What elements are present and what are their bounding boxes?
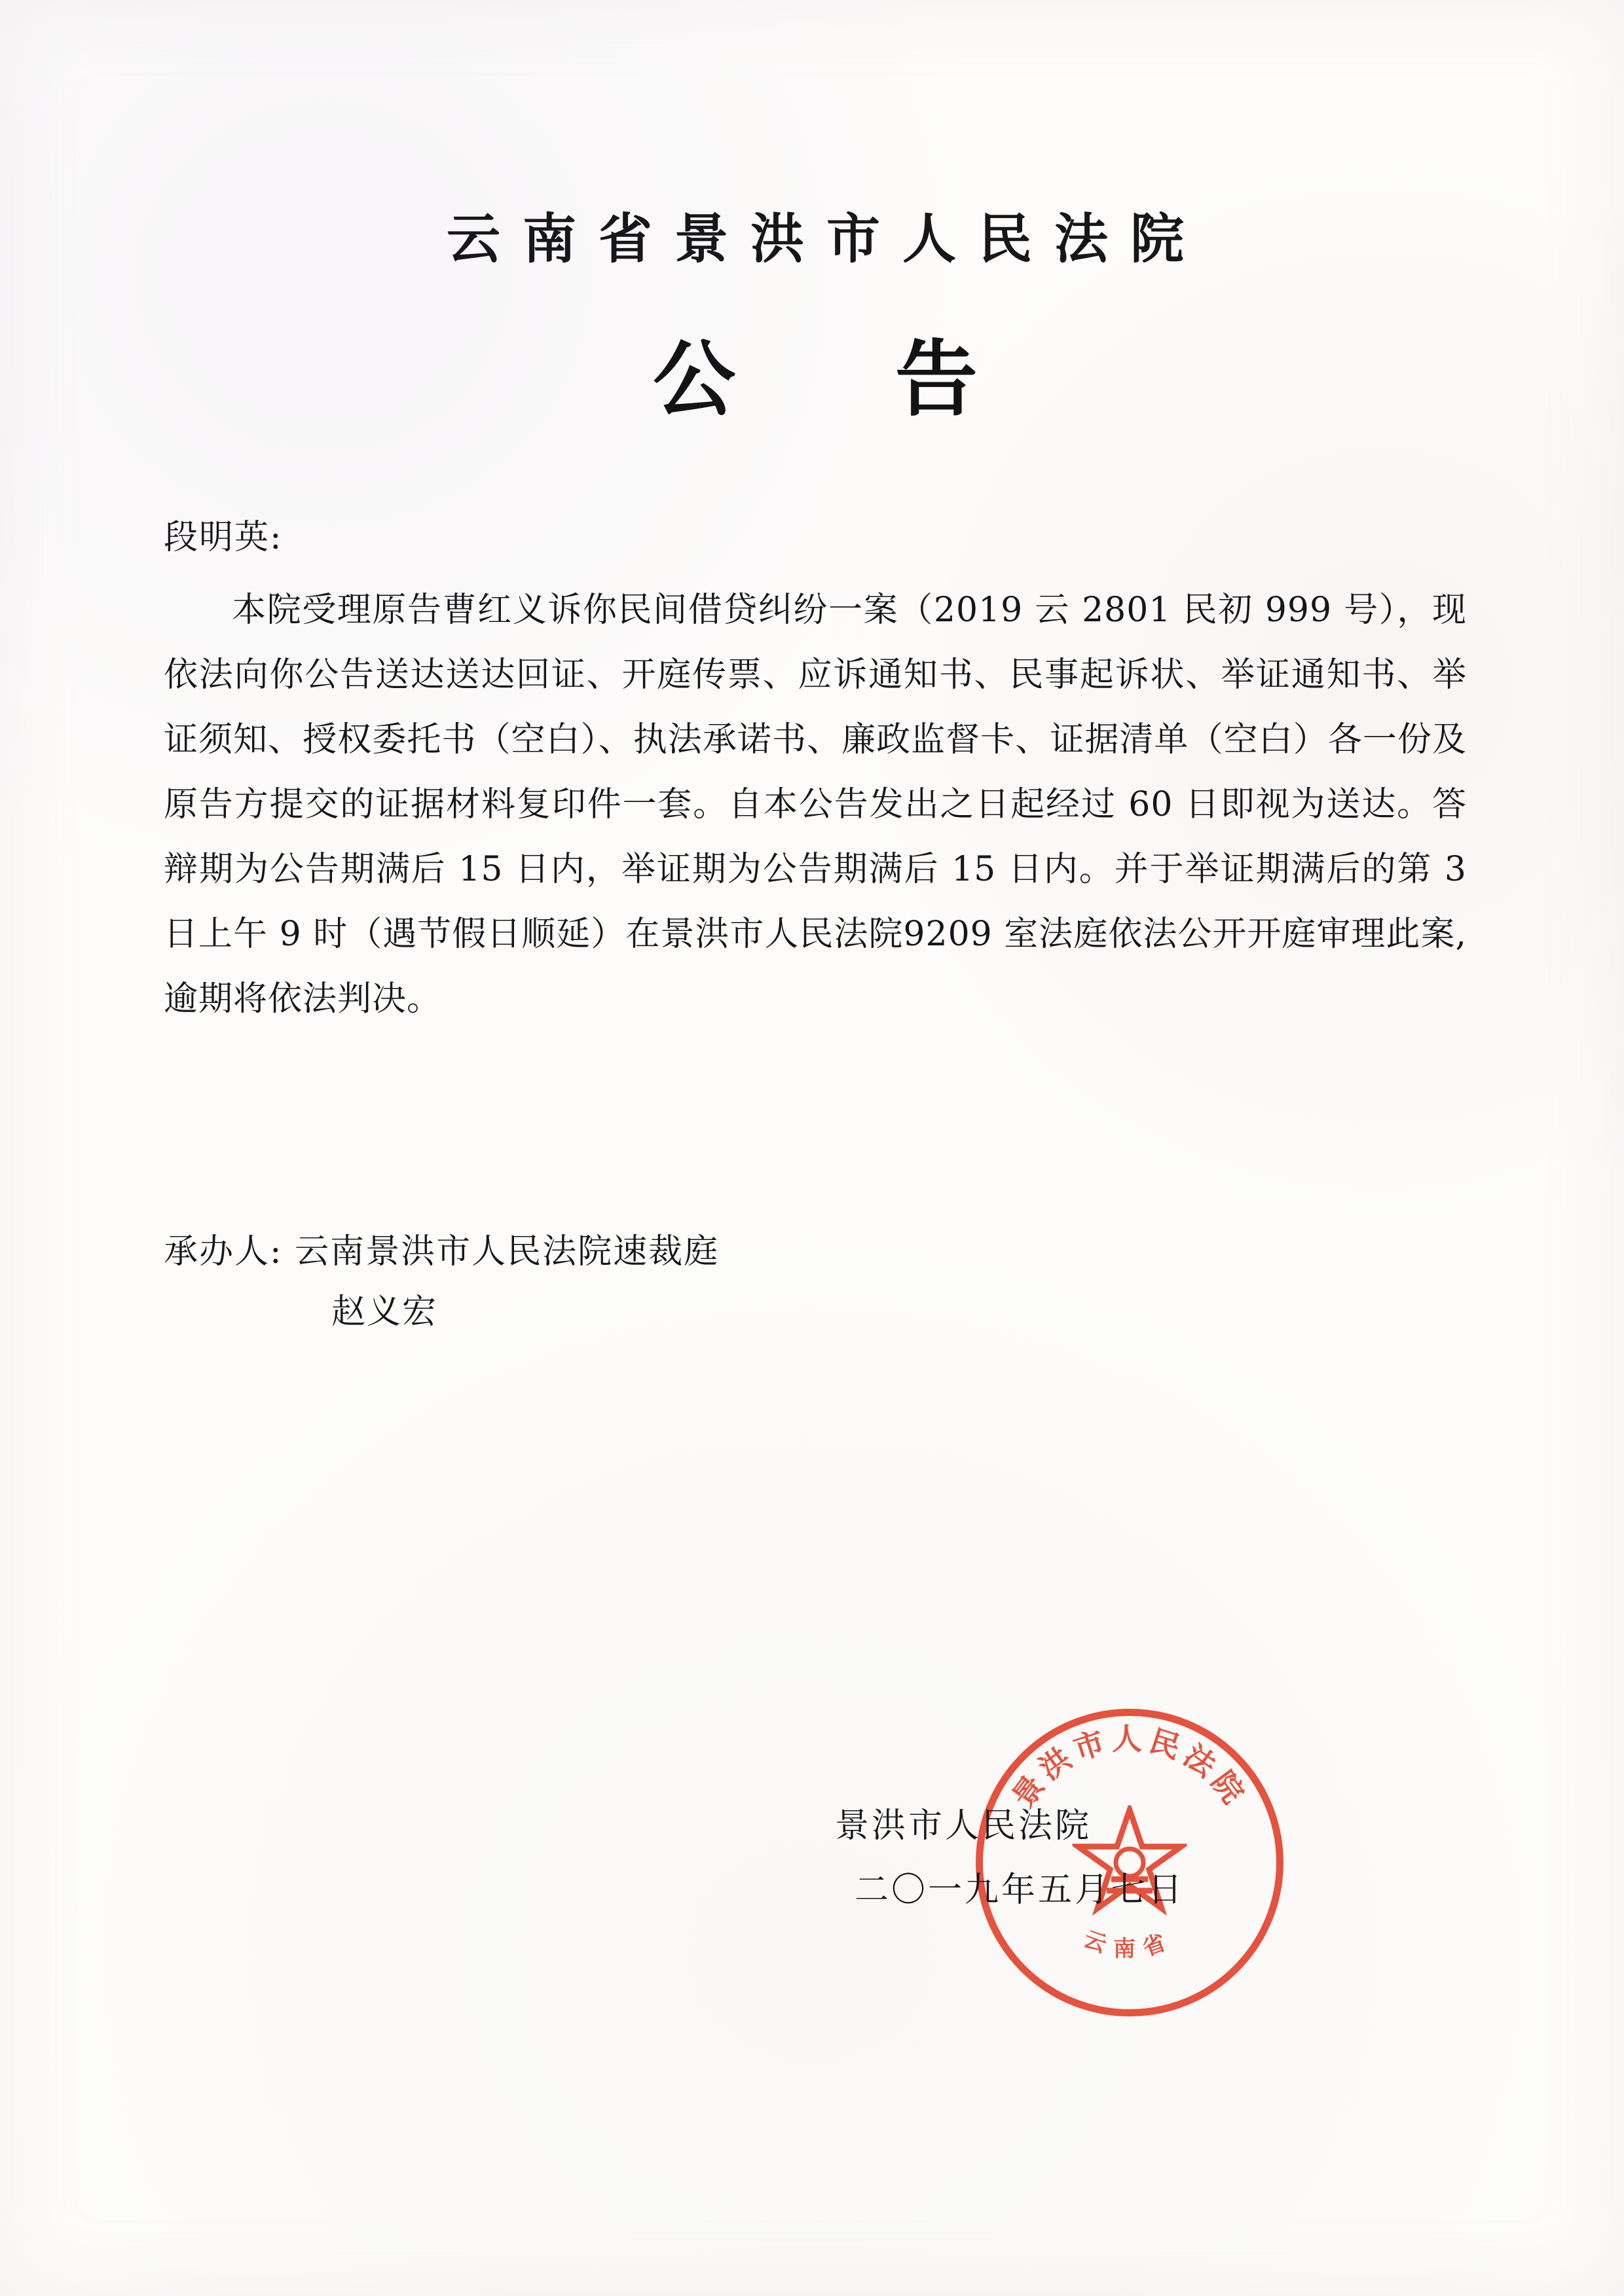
document-sheet (164, 196, 1467, 1342)
court-title: 云南省景洪市人民法院 (446, 208, 1206, 270)
document-type-heading: 公 告 (653, 331, 1043, 428)
signature-label: 承办人: (164, 1232, 283, 1271)
issue-date: 二〇一九年五月七日 (855, 1870, 1185, 1910)
issuer-block (835, 1794, 1333, 1922)
issuer-name: 景洪市人民法院 (835, 1806, 1092, 1846)
seal-top-text: 景洪市人民法院 (1005, 1721, 1255, 1814)
seal-bottom-text: 云南省 (1080, 1925, 1179, 1962)
signature-person: 赵义宏 (331, 1292, 438, 1332)
signature-org: 云南景洪市人民法院速裁庭 (295, 1232, 720, 1271)
signature-block (164, 1222, 1467, 1342)
recipient-name: 段明英: (164, 518, 283, 557)
signature-org-line (164, 1222, 1467, 1282)
announcement-body: 本院受理原告曹红义诉你民间借贷纠纷一案（2019 云 2801 民初 999 号），现依法向你公告送达送达回证、开庭传票、应诉通知书、民事起诉状、举证通知书、举证须知、授权委托书（空白）、执法承诺书、廉政监督卡、证据清单（空白）各一份及原告方提交的证据材料复印件一套。自本公告发出之日起经过 60 日即视为送达。答辩期为公告期满后 15 日内，举证期为公告期满后 15 日内。并于举证期满后的第 3 日上午 9 时（遇节假日顺延）在景洪市人民法院9209 室法庭依法公开开庭审理此案,逾期将依法判决。 (164, 591, 1467, 1019)
